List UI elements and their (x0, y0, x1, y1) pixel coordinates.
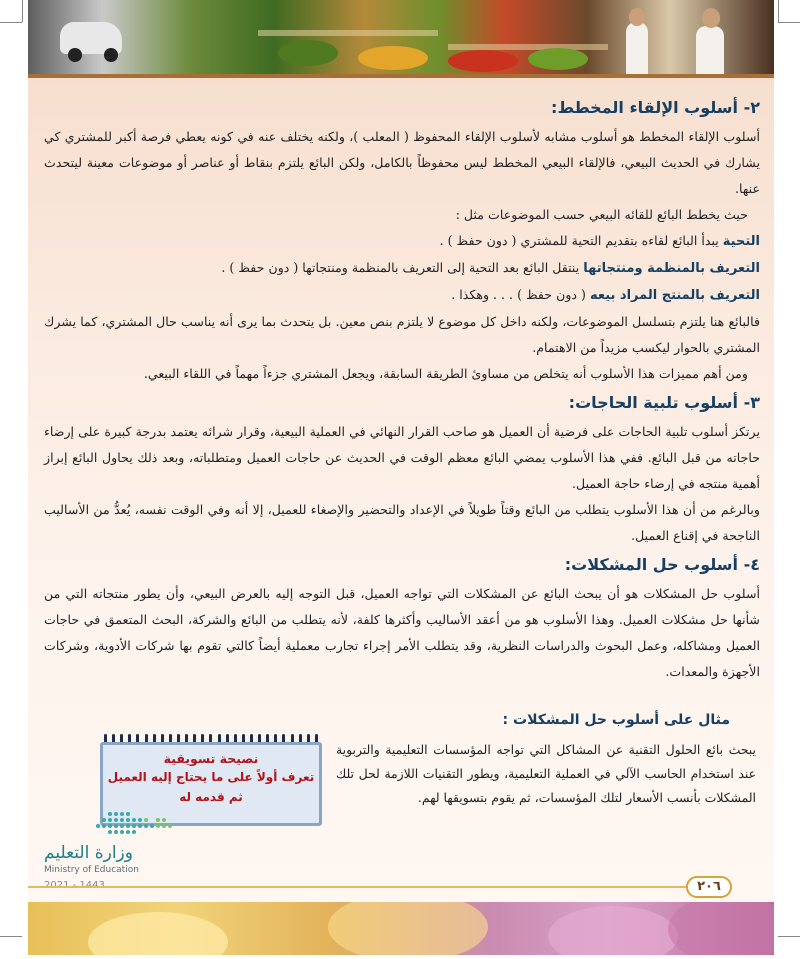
paragraph: ومن أهم مميزات هذا الأسلوب أنه يتخلص من مساوئ الطريقة السابقة، ويجعل المشتري جزءاً مهماً في اللقاء البيعي. (143, 366, 748, 381)
produce-image (278, 40, 338, 66)
example-text: يبحث بائع الحلول التقنية عن المشاكل التي تواجه المؤسسات التعليمية والتربوية عند استخدام الحاسب الآلي في العملية التعليمية، ويطور التقنيات اللازمة لحل تلك المشكلات بأنسب الأسعار لتلك المؤسسات، ثم يقوم بتسويقها لهم. (336, 742, 756, 805)
advice-title: نصيحة تسويقية (163, 751, 259, 766)
crop-mark (0, 936, 22, 937)
list-item-text: ينتقل البائع بعد التحية إلى التعريف بالمنظمة ومنتجاتها ( دون حفظ ) . (221, 260, 584, 275)
paragraph: أسلوب حل المشكلات هو أن يبحث البائع عن المشكلات التي تواجه العميل، قبل التوجه إليه بالعرض البيعي، وأن يطور منتجاته التي من شأنها حل مشكلات العميل. وهذا الأسلوب هو من أعقد الأساليب وأكثرها كلفة، لأنه يتطلب من البائع والشركة، البحث المتعمق في حاجات العميل ومشاكله، وعمل البحوث والدراسات النظرية، وقد يتطلب الأمر إجراء تجارب معملية أيضاً كالتي تقوم بها شركات الأدوية، وشركات الأجهزة والمعدات. (44, 586, 760, 679)
produce-image (448, 50, 518, 72)
paragraph: أسلوب الإلقاء المخطط هو أسلوب مشابه لأسلوب الإلقاء المحفوظ ( المعلب )، ولكنه يختلف عنه في كونه يعطي فرصة أكبر للمشتري كي يشارك في الحديث البيعي، فالإلقاء البيعي المخطط ليس محفوظاً بالكامل، ولكن البائع يلتزم بنقاط أو عناصر أو موضوعات معينة ليتحدث عنها. (44, 129, 760, 196)
list-item-organization (44, 255, 760, 282)
list-item-text: يبدأ البائع لقاءه بتقديم التحية للمشتري ( دون حفظ ) . (439, 233, 723, 248)
footer-floral-image (28, 902, 774, 955)
paragraph: حيث يخطط البائع للقائه البيعي حسب الموضوعات مثل : (455, 207, 748, 222)
crop-mark (778, 22, 800, 23)
list-item-text: ( دون حفظ ) . . . وهكذا . (451, 287, 590, 302)
car-wheel (104, 48, 118, 62)
ministry-logo-icon (88, 806, 178, 840)
ministry-name-english: Ministry of Education (44, 865, 139, 875)
keyword: التعريف بالمنتج المراد بيعه (589, 288, 760, 303)
main-text (44, 96, 760, 685)
car-wheel (68, 48, 82, 62)
crop-mark (778, 0, 779, 22)
petal (88, 912, 228, 955)
footer-line (28, 886, 690, 888)
person-head (629, 8, 645, 26)
advice-line: تعرف أولاً على ما يحتاج إليه العميل (107, 770, 315, 784)
example-heading: مثال على أسلوب حل المشكلات : (502, 712, 730, 728)
header-photo-banner (28, 0, 774, 78)
shelf-line (448, 44, 608, 50)
keyword: التحية (722, 234, 760, 249)
crop-mark (778, 936, 800, 937)
person-head (702, 8, 720, 28)
petal (328, 902, 488, 955)
paragraph: فالبائع هنا يلتزم بتسلسل الموضوعات، ولكنه داخل كل موضوع لا يلتزم بنص معين. بل يتحدث بما يرى أنه يناسب حال المشتري، كما يشرك المشتري بالحوار ليكسب مزيداً من الاهتمام. (44, 314, 760, 355)
petal (548, 906, 678, 955)
advice-line: ثم قدمه له (179, 790, 243, 804)
shelf-line (258, 30, 438, 36)
crop-mark (22, 0, 23, 22)
paragraph: وبالرغم من أن هذا الأسلوب يتطلب من البائع وقتاً طويلاً في الإعداد والتحضير والإصغاء للعميل، إلا أنه وفي الوقت نفسه، يُعدُّ من الأساليب الناجحة في إقناع العميل. (44, 502, 761, 543)
paragraph: يرتكز أسلوب تلبية الحاجات على فرضية أن العميل هو صاحب القرار النهائي في العملية البيعية، وقرار شرائه يعتمد بدرجة كبيرة على إرضاء حاجاته من قبل البائع. ففي هذا الأسلوب يمضي البائع معظم الوقت في الحديث عن حاجات العميل ومتطلباته، وبعد ذلك يحاول البائع إبراز أهمية منتجه في إرضاء حاجة العميل. (44, 424, 760, 491)
section-heading-planned: ٢- أسلوب الإلقاء المخطط: (551, 98, 760, 117)
ministry-name-arabic: وزارة التعليم (44, 843, 133, 863)
petal (668, 902, 774, 955)
list-item-product (44, 282, 760, 309)
person-image (626, 22, 648, 78)
person-image (696, 26, 724, 78)
section-heading-needs: ٣- أسلوب تلبية الحاجات: (568, 393, 760, 412)
produce-image (358, 46, 428, 70)
produce-image (528, 48, 588, 70)
list-item-greeting (44, 228, 760, 255)
keyword: التعريف بالمنظمة ومنتجاتها (583, 261, 760, 276)
section-heading-problems: ٤- أسلوب حل المشكلات: (564, 555, 760, 574)
crop-mark (0, 22, 22, 23)
page-number: ٢٠٦ (686, 876, 732, 898)
